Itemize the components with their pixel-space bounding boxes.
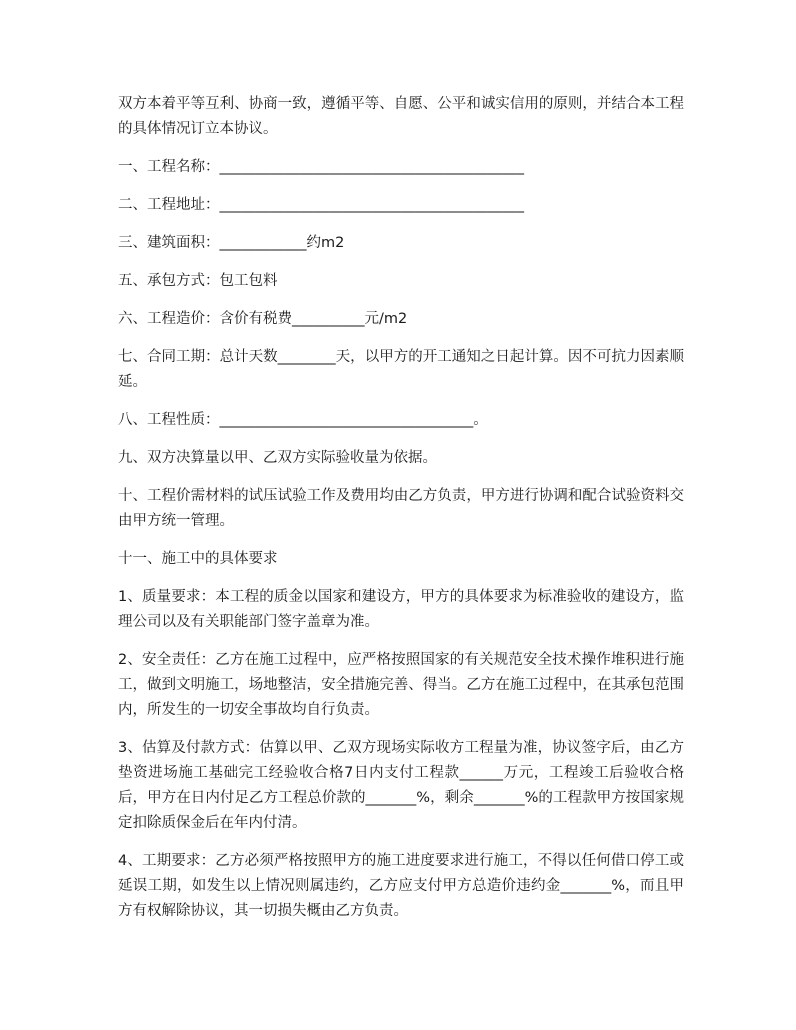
paragraph-project-nature: 八、工程性质：___________________________________。 (118, 412, 488, 428)
paragraph-material-testing: 十、工程价需材料的试压试验工作及费用均由乙方负责，甲方进行协调和配合试验资料交由甲方统一管理。 (118, 488, 684, 529)
paragraph-construction-requirements-heading: 十一、施工中的具体要求 (118, 551, 278, 567)
paragraph-project-address: 二、工程地址：__________________________________________ (118, 197, 524, 213)
paragraph-schedule-requirement: 4、工期要求：乙方必须严格按照甲方的施工进度要求进行施工，不得以任何借口停工或延误工期，如发生以上情况则属违约，乙方应支付甲方总造价违约金_______%，而且甲方有权解除协议，其一切损失概由乙方负责。 (118, 853, 684, 919)
paragraph-contract-method: 五、承包方式：包工包料 (118, 273, 278, 289)
paragraph-settlement-basis: 九、双方决算量以甲、乙双方实际验收量为依据。 (118, 450, 437, 466)
paragraph-contract-period: 七、合同工期：总计天数________天，以甲方的开工通知之日起计算。因不可抗力因素顺延。 (118, 349, 684, 390)
paragraph-building-area: 三、建筑面积：____________约m2 (118, 235, 345, 251)
paragraph-safety-responsibility: 2、安全责任：乙方在施工过程中，应严格按照国家的有关规范安全技术操作堆积进行施工，做到文明施工，场地整洁，安全措施完善、得当。乙方在施工过程中，在其承包范围内，所发生的一切安全事故均自行负责。 (118, 652, 684, 718)
paragraph-project-cost: 六、工程造价：含价有税费__________元/m2 (118, 311, 408, 327)
paragraph-project-name: 一、工程名称：__________________________________________ (118, 159, 524, 175)
document-body (118, 92, 684, 937)
paragraph-quality-requirement: 1、质量要求：本工程的质金以国家和建设方，甲方的具体要求为标准验收的建设方，监理公司以及有关职能部门签字盖章为准。 (118, 589, 684, 630)
paragraph-intro: 双方本着平等互利、协商一致，遵循平等、自愿、公平和诚实信用的原则，并结合本工程的具体情况订立本协议。 (118, 96, 684, 137)
paragraph-payment-terms: 3、估算及付款方式：估算以甲、乙双方现场实际收方工程量为准，协议签字后，由乙方垫资进场施工基础完工经验收合格7日内支付工程款______万元，工程竣工后验收合格后，甲方在日内付足乙方工程总价款的_______%，剩余_______%的工程款甲方按国家规定扣除质保金后在年内付清。 (118, 740, 684, 831)
